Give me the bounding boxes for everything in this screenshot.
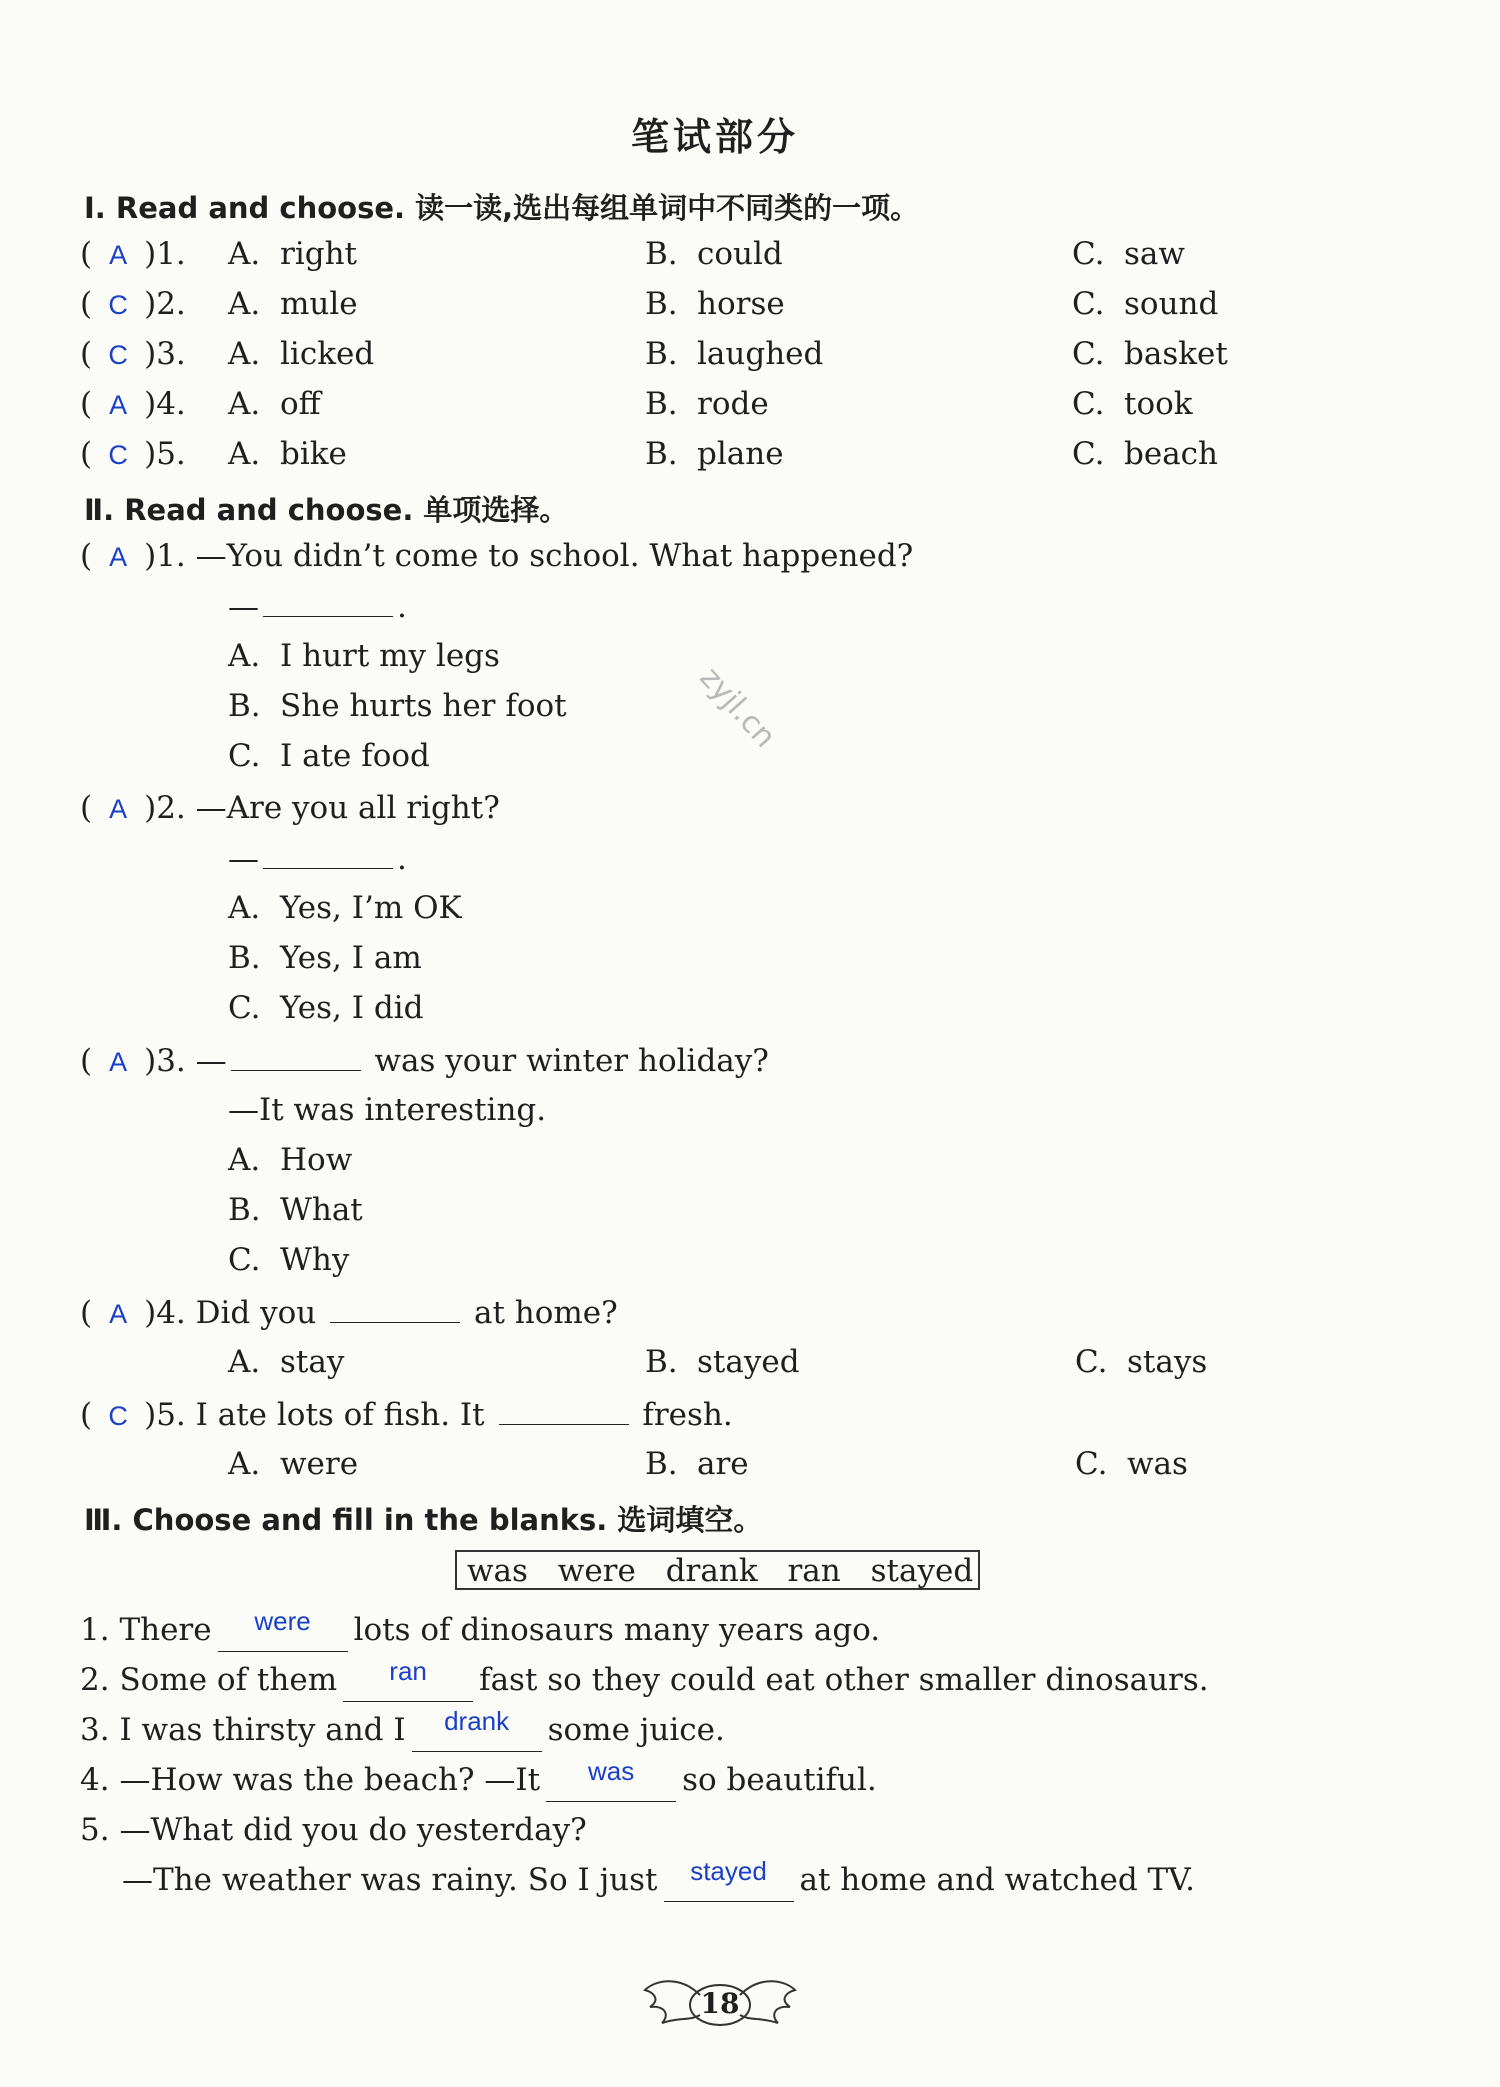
option-c: saw — [1124, 236, 1185, 272]
option-a: bike — [280, 436, 347, 472]
reply-blank: — . — [228, 838, 407, 879]
option-c: stays — [1127, 1344, 1208, 1380]
answer: A — [109, 1047, 128, 1077]
page-title: 笔试部分 — [630, 114, 799, 159]
fill-item-1: 1. There $^{were}$ lots of dinosaurs many years ago. — [80, 1610, 880, 1652]
option-a: stay — [280, 1344, 345, 1380]
reply-text: —It was interesting. — [228, 1092, 547, 1128]
fill-item-5: 5. —What did you do yesterday? — [80, 1812, 587, 1848]
question-2: ( A )2. —Are you all right? — [80, 788, 500, 829]
filled-answer: was — [587, 1756, 635, 1786]
option-b: are — [697, 1446, 749, 1482]
option-a: right — [280, 236, 358, 272]
word-bank-word: drank — [665, 1553, 758, 1589]
option-a: I hurt my legs — [280, 638, 500, 674]
option-c: Yes, I did — [280, 990, 424, 1026]
option-a: mule — [280, 286, 358, 322]
option-a: licked — [280, 336, 375, 372]
watermark: zyjl.cn — [692, 660, 783, 755]
word-bank-word: stayed — [870, 1553, 974, 1589]
question-1: ( A )1. —You didn’t come to school. What happened? — [80, 536, 913, 577]
option-b: stayed — [697, 1344, 800, 1380]
option-b: could — [697, 236, 783, 272]
option-b: What — [280, 1192, 363, 1228]
reply-blank: — . — [228, 586, 407, 627]
option-c: took — [1124, 386, 1193, 422]
section-3-heading: Ⅲ. Choose and fill in the blanks. 选词填空。 — [84, 1503, 763, 1537]
answer: A — [109, 390, 128, 420]
answer: A — [109, 1299, 128, 1329]
filled-answer: were — [254, 1606, 311, 1636]
option-a: were — [280, 1446, 359, 1482]
word-bank-word: were — [557, 1553, 636, 1589]
answer: C — [108, 290, 128, 320]
fill-item-2: 2. Some of them $^{ran}$ fast so they could eat other smaller dinosaurs. — [80, 1660, 1209, 1702]
option-c: was — [1127, 1446, 1188, 1482]
option-b: horse — [697, 286, 785, 322]
answer: A — [109, 542, 128, 572]
fill-item-5-line-2: —The weather was rainy. So I just $^{stayed}$ at home and watched TV. — [122, 1860, 1195, 1902]
fill-item-4: 4. —How was the beach? —It $^{was}$ so beautiful. — [80, 1760, 877, 1802]
option-c: I ate food — [280, 738, 430, 774]
question-4: ( A )4. Did you at home? — [80, 1292, 618, 1334]
option-c: Why — [280, 1242, 350, 1278]
answer: C — [108, 340, 128, 370]
word-bank — [455, 1550, 980, 1590]
answer: C — [108, 440, 128, 470]
option-c: sound — [1124, 286, 1219, 322]
section-2-heading: Ⅱ. Read and choose. 单项选择。 — [84, 493, 569, 527]
word-bank-word: ran — [787, 1553, 841, 1589]
answer: A — [109, 240, 128, 270]
option-b: plane — [697, 436, 784, 472]
filled-answer: drank — [444, 1706, 510, 1736]
option-a: Yes, I’m OK — [280, 890, 462, 926]
option-c: basket — [1124, 336, 1228, 372]
page-number: 18 — [700, 1987, 740, 2020]
answer: C — [108, 1401, 128, 1431]
option-a: How — [280, 1142, 353, 1178]
option-b: Yes, I am — [280, 940, 422, 976]
option-b: rode — [697, 386, 769, 422]
option-b: She hurts her foot — [280, 688, 567, 724]
word-bank-word: was — [467, 1553, 528, 1589]
filled-answer: stayed — [690, 1856, 767, 1886]
question-3: ( A )3. — was your winter holiday? — [80, 1040, 769, 1082]
page-number-badge — [640, 1955, 800, 2045]
option-b: laughed — [697, 336, 824, 372]
answer: A — [109, 794, 128, 824]
filled-answer: ran — [389, 1656, 427, 1686]
question-5: ( C )5. I ate lots of fish. It fresh. — [80, 1394, 733, 1436]
fill-item-3: 3. I was thirsty and I $^{drank}$ some juice. — [80, 1710, 725, 1752]
section-1-heading: Ⅰ. Read and choose. 读一读,选出每组单词中不同类的一项。 — [84, 191, 920, 225]
option-a: off — [280, 386, 321, 422]
option-c: beach — [1124, 436, 1218, 472]
worksheet-page: 笔试部分 Ⅰ. Read and choose. 读一读,选出每组单词中不同类的一项。 ( A )1. A. right B. could C. saw ( C )2. A. mule B. horse C. sound ( C )3. A. licked B. laughed C. basket ( A )4. A. off B. rode C. took ( C )5. A. bike B. plane C. beach Ⅱ. Read and choose. 单项选择。 ( A )1. —You didn’t come to school. What happened? — . A. I hurt my legs B. She hurts her foot C. I ate food ( A )2. —Are you all right? — . A. Yes, I’m OK B. Yes, I am C. Yes, I did ( A )3. — was your winter holiday? —It was interesting. A. How B. What C. Why ( A )4. Did you at home? A. stay B. stayed C. stays ( C )5. I ate lots of fish. It fresh. A. were B. are C. was Ⅲ. Choose and fill in the blanks. 选词填空。 was were drank ran stayed 1. There $^{were}$ lots of dinosaurs many years ago. 2. Some of them $^{ran}$ fast so they could eat other smaller dinosaurs. 3. I was thirsty and I $^{drank}$ some juice. 4. —How was the beach? —It $^{was}$ so beautiful. 5. —What did you do yesterday? —The weather was rainy. So I just $^{stayed}$ at home and watched TV. zyjl.cn 18 — [0, 0, 1500, 2087]
